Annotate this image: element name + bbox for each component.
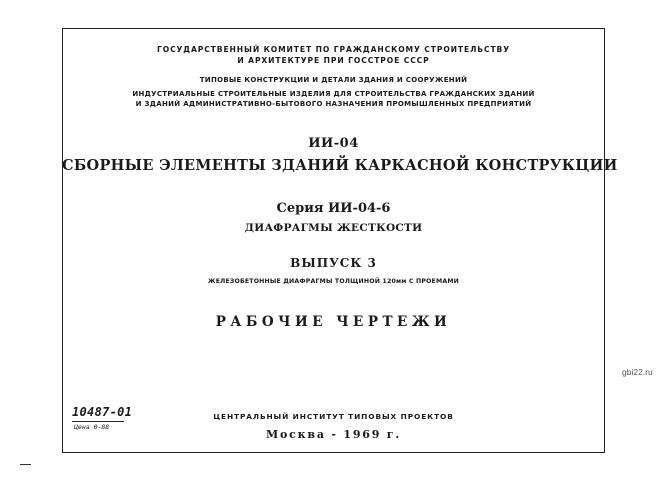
issue-description: ЖЕЛЕЗОБЕТОННЫЕ ДИАФРАГМЫ ТОЛЩИНОЙ 120мм С ПРОЕМАМИ [207, 278, 460, 285]
purpose-line-2: И ЗДАНИЙ АДМИНИСТРАТИВНО-БЫТОВОГО НАЗНАЧЕНИЯ ПРОМЫШЛЕННЫХ ПРЕДПРИЯТИЙ [135, 100, 532, 108]
purpose-line-1: ИНДУСТРИАЛЬНЫЕ СТРОИТЕЛЬНЫЕ ИЗДЕЛИЯ ДЛЯ СТРОИТЕЛЬСТВА ГРАЖДАНСКИХ ЗДАНИЙ [132, 90, 535, 98]
city-year: Москва - 1969 г. [266, 428, 401, 441]
watermark-text: gbi22.ru [622, 367, 653, 377]
document-number-underline [72, 421, 124, 422]
document-number: 10487-01 [72, 405, 133, 419]
edge-mark [20, 464, 31, 465]
category-line: ТИПОВЫЕ КОНСТРУКЦИИ И ДЕТАЛИ ЗДАНИЯ И СООРУЖЕНИЙ [199, 76, 468, 84]
price-note: Цена 0-88 [74, 423, 110, 431]
document-title: СБОРНЫЕ ЭЛЕМЕНТЫ ЗДАНИЙ КАРКАСНОЙ КОНСТРУКЦИИ [62, 157, 618, 174]
committee-line-2: И АРХИТЕКТУРЕ ПРИ ГОССТРОЕ СССР [237, 56, 430, 65]
series-code: ИИ-04 [308, 136, 359, 151]
institute-name: ЦЕНТРАЛЬНЫЙ ИНСТИТУТ ТИПОВЫХ ПРОЕКТОВ [213, 412, 454, 421]
series-subject: ДИАФРАГМЫ ЖЕСТКОСТИ [244, 222, 423, 234]
issue-label: ВЫПУСК 3 [290, 256, 377, 270]
committee-line-1: ГОСУДАРСТВЕННЫЙ КОМИТЕТ ПО ГРАЖДАНСКОМУ СТРОИТЕЛЬСТВУ [156, 45, 510, 54]
design-stage: РАБОЧИЕ ЧЕРТЕЖИ [215, 314, 452, 330]
series-label: Серия ИИ-04-6 [276, 201, 391, 216]
